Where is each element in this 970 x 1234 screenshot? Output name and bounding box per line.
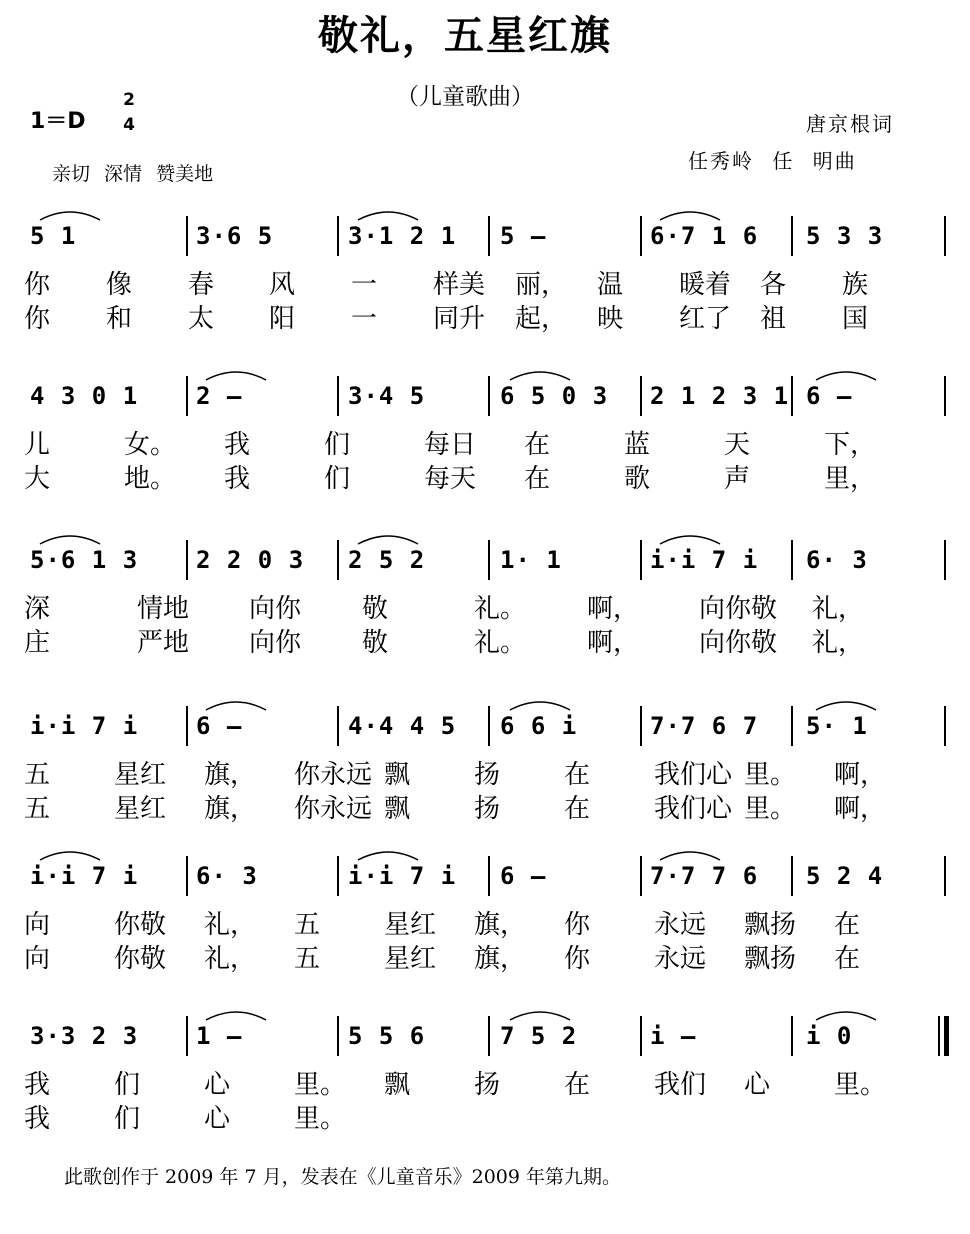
lyric-syllable: 敬: [362, 628, 389, 658]
slur-marks: [0, 844, 970, 884]
lyric-syllable: 映: [597, 304, 624, 334]
lyric-syllable: 向你: [249, 594, 302, 624]
slur: [206, 1012, 266, 1020]
lyric-syllable: 啊，: [834, 760, 887, 790]
lyric-syllable: 在: [564, 794, 591, 824]
measure: 2 2 0 3: [196, 546, 305, 574]
slur: [510, 702, 570, 710]
lyric-syllable: 心: [204, 1070, 231, 1100]
lyric-syllable: 里。: [834, 1070, 887, 1100]
measure: 2 5 2: [348, 546, 426, 574]
lyric-syllable: 大: [24, 464, 51, 494]
lyric-syllable: 敬: [362, 594, 389, 624]
lyric-syllable: 一: [351, 270, 378, 300]
key-signature: 1＝D: [30, 109, 86, 134]
lyric-syllable: 向你敬: [699, 594, 778, 624]
slur: [816, 702, 876, 710]
lyric-syllable: 族: [842, 270, 869, 300]
lyric-syllable: 礼，: [812, 628, 865, 658]
lyric-syllable: 我们心: [654, 794, 733, 824]
slur-marks: [0, 694, 970, 734]
lyric-syllable: 丽，: [515, 270, 568, 300]
lyric-syllable: 们: [114, 1070, 141, 1100]
slur: [40, 536, 100, 544]
lyric-syllable: 五: [294, 910, 321, 940]
lyric-syllable: 里。: [744, 760, 797, 790]
slur: [660, 536, 720, 544]
measure: i·i 7 i: [30, 712, 139, 740]
lyric-syllable: 向你敬: [699, 628, 778, 658]
lyric-syllable: 春: [188, 270, 215, 300]
lyric-syllable: 声: [724, 464, 751, 494]
lyric-syllable: 每天: [424, 464, 477, 494]
lyric-syllable: 在: [564, 1070, 591, 1100]
measure: 3·6 5: [196, 222, 274, 250]
lyric-syllable: 你: [564, 910, 591, 940]
lyric-syllable: 飘扬: [744, 944, 797, 974]
lyric-syllable: 歌: [624, 464, 651, 494]
lyric-syllable: 地。: [124, 464, 177, 494]
lyric-syllable: 我: [24, 1070, 51, 1100]
measure: 6 –: [196, 712, 243, 740]
lyric-syllable: 每日: [424, 430, 477, 460]
measure: 7 5 2: [500, 1022, 578, 1050]
lyric-syllable: 情地: [137, 594, 190, 624]
measure: 3·4 5: [348, 382, 426, 410]
measure: 7·7 7 6: [650, 862, 759, 890]
measure: 6· 3: [196, 862, 258, 890]
lyric-syllable: 天: [724, 430, 751, 460]
lyric-syllable: 啊，: [587, 628, 640, 658]
measure: 5 5 6: [348, 1022, 426, 1050]
measure: 3·1 2 1: [348, 222, 457, 250]
measure: 5 –: [500, 222, 547, 250]
lyric-syllable: 们: [114, 1104, 141, 1134]
lyric-syllable: 星红: [114, 760, 167, 790]
lyric-syllable: 你永远: [294, 760, 373, 790]
lyric-syllable: 五: [294, 944, 321, 974]
slur: [510, 372, 570, 380]
measure: i·i 7 i: [30, 862, 139, 890]
footer-note: 此歌创作于 2009 年 7 月，发表在《儿童音乐》2009 年第九期。: [64, 1166, 621, 1188]
lyric-syllable: 你敬: [114, 910, 167, 940]
measure: 6·7 1 6: [650, 222, 759, 250]
lyric-syllable: 下，: [824, 430, 877, 460]
slur: [510, 1012, 570, 1020]
lyric-syllable: 女。: [124, 430, 177, 460]
lyric-syllable: 向你: [249, 628, 302, 658]
lyric-syllable: 在: [524, 430, 551, 460]
measure: 1 –: [196, 1022, 243, 1050]
measure: 5·6 1 3: [30, 546, 139, 574]
measure: 5 3 3: [806, 222, 884, 250]
lyric-syllable: 礼，: [204, 910, 257, 940]
time-signature-bottom: 4: [123, 115, 135, 135]
lyric-syllable: 儿: [24, 430, 51, 460]
lyric-syllable: 严地: [137, 628, 190, 658]
lyric-syllable: 风: [269, 270, 296, 300]
lyricist-credit: 唐京根词: [806, 112, 894, 136]
lyric-syllable: 星红: [384, 910, 437, 940]
slur: [816, 372, 876, 380]
lyric-syllable: 各: [760, 270, 787, 300]
lyric-syllable: 庄: [24, 628, 51, 658]
lyric-syllable: 飘: [384, 760, 411, 790]
lyric-syllable: 我: [224, 430, 251, 460]
lyric-syllable: 你: [24, 270, 51, 300]
measure: 3·3 2 3: [30, 1022, 139, 1050]
lyric-syllable: 深: [24, 594, 51, 624]
lyric-syllable: 旗，: [474, 944, 527, 974]
lyric-syllable: 蓝: [624, 430, 651, 460]
slur: [40, 212, 100, 220]
lyric-syllable: 礼。: [474, 628, 527, 658]
lyric-syllable: 礼，: [812, 594, 865, 624]
lyric-syllable: 样美: [433, 270, 486, 300]
slur: [206, 372, 266, 380]
measure: 4·4 4 5: [348, 712, 457, 740]
slur: [358, 852, 418, 860]
slur-marks: [0, 1004, 970, 1044]
measure: 6 6 i: [500, 712, 578, 740]
lyric-syllable: 你敬: [114, 944, 167, 974]
lyric-syllable: 五: [24, 794, 51, 824]
slur: [660, 212, 720, 220]
lyric-syllable: 旗，: [204, 794, 257, 824]
lyric-syllable: 红了: [679, 304, 732, 334]
lyric-syllable: 礼。: [474, 594, 527, 624]
lyric-syllable: 礼，: [204, 944, 257, 974]
lyric-syllable: 向: [24, 944, 51, 974]
lyric-syllable: 扬: [474, 1070, 501, 1100]
measure: i·i 7 i: [650, 546, 759, 574]
lyric-syllable: 我: [24, 1104, 51, 1134]
lyric-syllable: 你: [564, 944, 591, 974]
measure: 5 1: [30, 222, 77, 250]
measure: i –: [650, 1022, 697, 1050]
slur-marks: [0, 364, 970, 404]
lyric-syllable: 们: [324, 430, 351, 460]
lyric-syllable: 五: [24, 760, 51, 790]
lyric-syllable: 祖: [760, 304, 787, 334]
lyric-syllable: 星红: [384, 944, 437, 974]
measure: 5 2 4: [806, 862, 884, 890]
slur: [816, 1012, 876, 1020]
measure: 2 1 2 3 1: [650, 382, 790, 410]
slur-marks: [0, 528, 970, 568]
lyric-syllable: 起，: [515, 304, 568, 334]
measure: i 0: [806, 1022, 853, 1050]
slur: [206, 702, 266, 710]
lyric-syllable: 在: [834, 944, 861, 974]
song-title: 敬礼，五星红旗: [318, 12, 612, 59]
lyric-syllable: 旗，: [204, 760, 257, 790]
lyric-syllable: 在: [524, 464, 551, 494]
time-signature-top: 2: [123, 90, 135, 110]
lyric-syllable: 同升: [433, 304, 486, 334]
lyric-syllable: 你永远: [294, 794, 373, 824]
measure: 1· 1: [500, 546, 562, 574]
measure: i·i 7 i: [348, 862, 457, 890]
time-signature: [118, 88, 140, 138]
lyric-syllable: 扬: [474, 760, 501, 790]
slur: [660, 852, 720, 860]
lyric-syllable: 里。: [744, 794, 797, 824]
lyric-syllable: 永远: [654, 910, 707, 940]
lyric-syllable: 一: [351, 304, 378, 334]
measure: 5· 1: [806, 712, 868, 740]
measure: 6 –: [500, 862, 547, 890]
slur-marks: [0, 204, 970, 244]
lyric-syllable: 阳: [269, 304, 296, 334]
lyric-syllable: 向: [24, 910, 51, 940]
tempo-marking: 亲切 深情 赞美地: [52, 163, 214, 185]
lyric-syllable: 心: [744, 1070, 771, 1100]
song-subtitle: （儿童歌曲）: [396, 84, 534, 110]
lyric-syllable: 心: [204, 1104, 231, 1134]
lyric-syllable: 在: [564, 760, 591, 790]
lyric-syllable: 我们心: [654, 760, 733, 790]
lyric-syllable: 里。: [294, 1070, 347, 1100]
lyric-syllable: 飘扬: [744, 910, 797, 940]
lyric-syllable: 啊，: [587, 594, 640, 624]
lyric-syllable: 国: [842, 304, 869, 334]
composer-credit: 任秀岭 任 明曲: [688, 149, 857, 173]
lyric-syllable: 太: [188, 304, 215, 334]
lyric-syllable: 里，: [824, 464, 877, 494]
slur: [358, 536, 418, 544]
lyric-syllable: 啊，: [834, 794, 887, 824]
lyric-syllable: 我: [224, 464, 251, 494]
lyric-syllable: 你: [24, 304, 51, 334]
lyric-syllable: 飘: [384, 794, 411, 824]
lyric-syllable: 旗，: [474, 910, 527, 940]
measure: 6 5 0 3: [500, 382, 609, 410]
lyric-syllable: 扬: [474, 794, 501, 824]
lyric-syllable: 永远: [654, 944, 707, 974]
lyric-syllable: 们: [324, 464, 351, 494]
lyric-syllable: 在: [834, 910, 861, 940]
measure: 7·7 6 7: [650, 712, 759, 740]
lyric-syllable: 暖着: [679, 270, 732, 300]
measure: 6 –: [806, 382, 853, 410]
measure: 2 –: [196, 382, 243, 410]
measure: 6· 3: [806, 546, 868, 574]
lyric-syllable: 温: [597, 270, 624, 300]
lyric-syllable: 像: [106, 270, 133, 300]
slur: [358, 212, 418, 220]
lyric-syllable: 我们: [654, 1070, 707, 1100]
lyric-syllable: 飘: [384, 1070, 411, 1100]
slur: [40, 852, 100, 860]
measure: 4 3 0 1: [30, 382, 139, 410]
lyric-syllable: 里。: [294, 1104, 347, 1134]
lyric-syllable: 星红: [114, 794, 167, 824]
lyric-syllable: 和: [106, 304, 133, 334]
